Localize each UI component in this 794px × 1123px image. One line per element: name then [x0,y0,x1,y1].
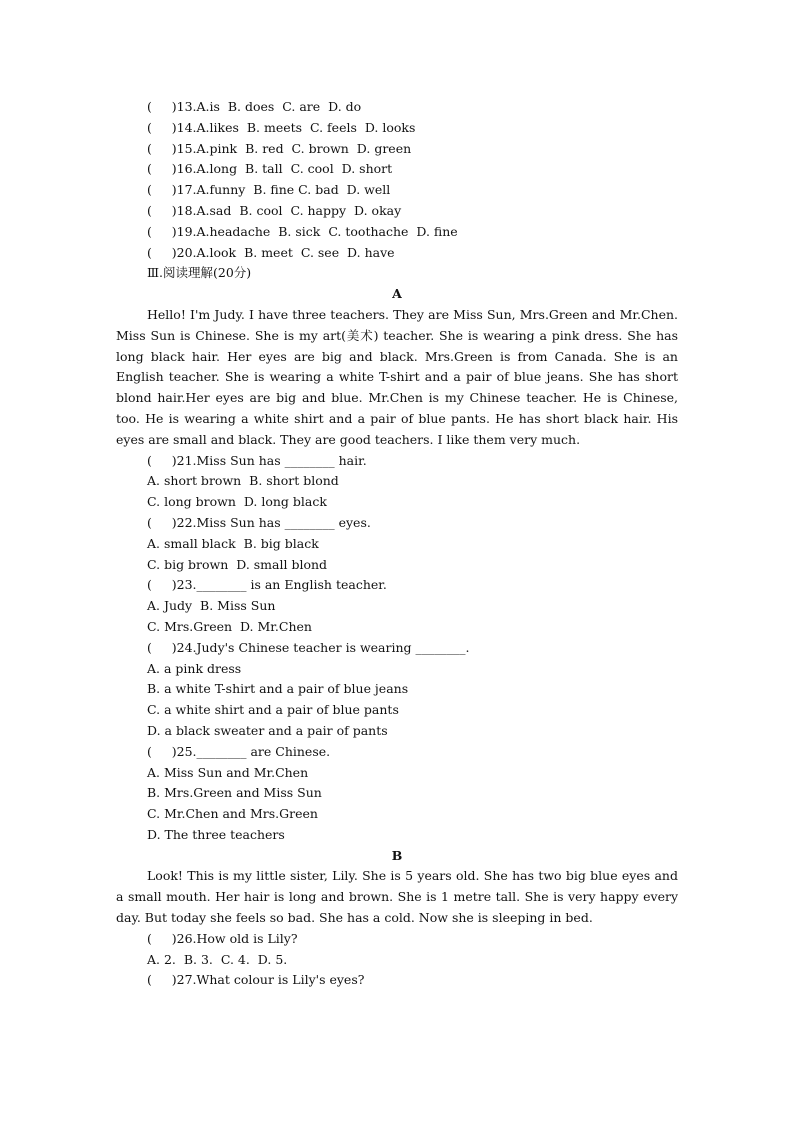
option-line: C. Mrs.Green D. Mr.Chen [147,618,312,634]
section-title-reading: Ⅲ.阅读理解(20分) [147,265,252,281]
option-line: B. a white T-shirt and a pair of blue jeans [147,681,409,697]
question-20: ( )20.A.look B. meet C. see D. have [147,244,395,260]
option-line: C. a white shirt and a pair of blue pants [147,702,399,718]
option-line: C. big brown D. small blond [147,556,328,572]
option-line: C. long brown D. long black [147,494,327,510]
exam-page [116,97,678,991]
question-21: ( )21.Miss Sun has ________ hair. [147,452,367,468]
option-line: A. a pink dress [147,660,242,676]
question-15: ( )15.A.pink B. red C. brown D. green [147,140,412,156]
option-line: C. Mr.Chen and Mrs.Green [147,806,318,822]
passage-b-text: Look! This is my little sister, Lily. She is 5 years old. She has two big blue eyes and a small mouth. Her hair is long and brown. She is 1 metre tall. She is very happy every day. But today she feels so bad. She has a cold. Now she is sleeping in bed. [116,868,678,926]
question-27: ( )27.What colour is Lily's eyes? [147,972,365,988]
question-26: ( )26.How old is Lily? [147,930,298,946]
option-line: A. Miss Sun and Mr.Chen [147,764,309,780]
option-line: A. Judy B. Miss Sun [147,598,276,614]
question-22: ( )22.Miss Sun has ________ eyes. [147,514,371,530]
question-25: ( )25.________ are Chinese. [147,743,331,759]
passage-b-label: B [391,847,403,863]
passage-a-text: Hello! I'm Judy. I have three teachers. They are Miss Sun, Mrs.Green and Mr.Chen. Miss Sun is Chinese. She is my art(美术) teacher. She is wearing a pink dress. She has long black hair. Her eyes are big and black. Mrs.Green is from Canada. She is an English teacher. She is wearing a white T-shirt and a pair of blue jeans. She has short blond hair.Her eyes are big and blue. Mr.Chen is my Chinese teacher. He is Chinese, too. He is wearing a white shirt and a pair of blue pants. He has short black hair. His eyes are small and black. They are good teachers. I like them very much. [116,306,678,447]
question-18: ( )18.A.sad B. cool C. happy D. okay [147,202,402,218]
question-24: ( )24.Judy's Chinese teacher is wearing ________. [147,639,470,655]
cloze-question-list [116,97,678,263]
option-line: D. a black sweater and a pair of pants [147,722,388,738]
question-19: ( )19.A.headache B. sick C. toothache D. fine [147,223,458,239]
question-14: ( )14.A.likes B. meets C. feels D. looks [147,119,416,135]
passage-a-label: A [392,286,402,302]
question-17: ( )17.A.funny B. fine C. bad D. well [147,182,391,198]
question-23: ( )23.________ is an English teacher. [147,577,387,593]
passage-a-questions [116,451,678,846]
option-line: A. short brown B. short blond [147,473,339,489]
option-line: B. Mrs.Green and Miss Sun [147,785,322,801]
passage-b-questions [116,929,678,991]
option-line: D. The three teachers [147,826,285,842]
option-line: A. 2. B. 3. C. 4. D. 5. [147,951,288,967]
option-line: A. small black B. big black [147,535,319,551]
question-16: ( )16.A.long B. tall C. cool D. short [147,161,393,177]
question-13: ( )13.A.is B. does C. are D. do [147,99,362,114]
